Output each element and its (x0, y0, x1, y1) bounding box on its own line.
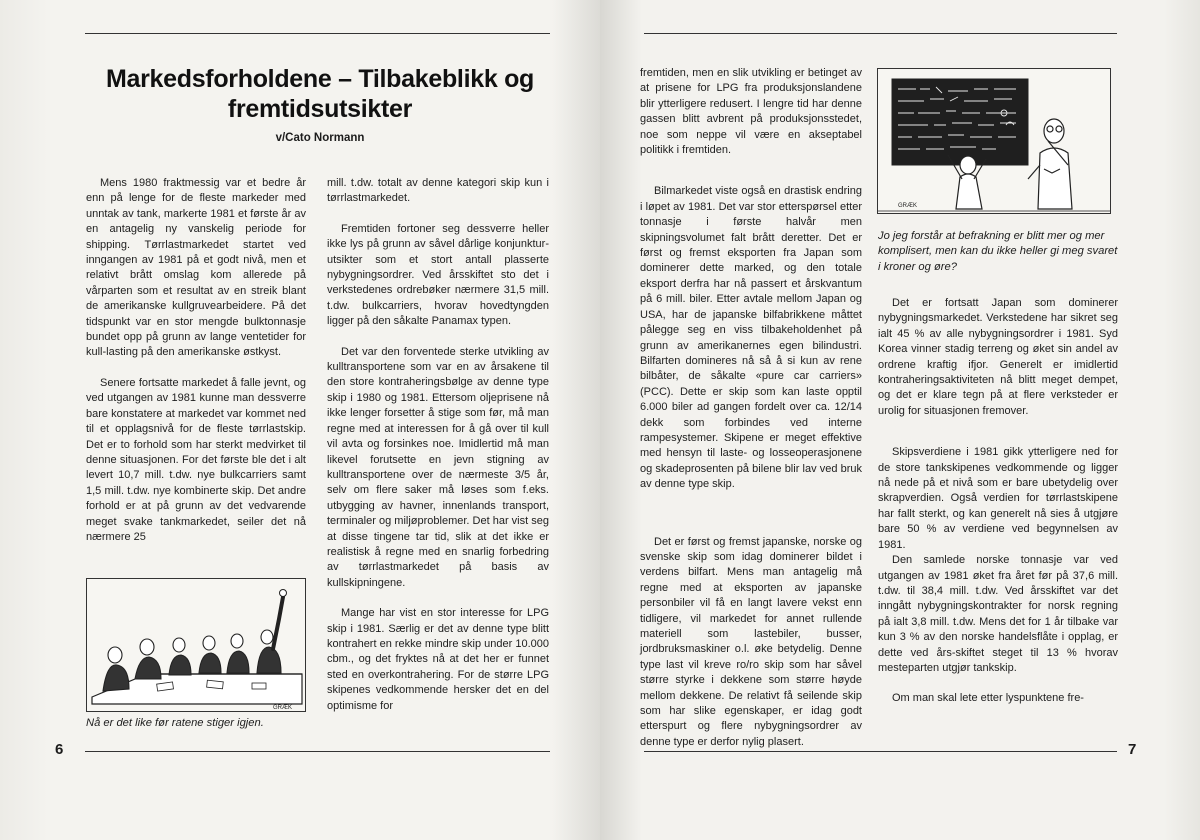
article-title: Markedsforholdene – Tilbakeblikk og fremtidsutsikter (105, 65, 535, 123)
byline: v/Cato Normann (275, 132, 365, 144)
paragraph: Om man skal lete etter lyspunktene fre- (892, 692, 1084, 705)
paragraph: Det er først og fremst japanske, norske og svenske skip som idag dominerer bildet i verdens bilfart. Mens man antagelig må regne med at eksporten av japanske personbiler vil få en langt lavere vekst enn tidligere, vil markedet for annet rullende materiell som lastebiler, busser, jordbruksmaskiner o.l. øke betydelig. Denne type last vil kreve ro/ro skip som har såvel større styrke i dekkene som større høyde mellom dekkene. De relativt få seilende skip som har slike egenskaper, er idag godt etterspurt og flere nybygningsordrer av denne type er derfor nylig plasert. (640, 535, 862, 748)
bottom-rule (644, 751, 1117, 752)
paragraph: Bilmarkedet viste også en drastisk endring i løpet av 1981. Det var stor etterspørsel etter tonnasje i første halvår men skipningsvolumet falt brått deretter. Det er først og fremst eksporten fra Japan som dominerer dette marked, og den totale eksport derfra har nå passert et årskvantum på 6 mill. biler. Etter avtale mellom Japan og USA, har de japanske bilfabrikkene måttet pålegge seg en viss tilbakeholdenhet på grunn av amerikanernes egen bilindustri. Bilfarten domineres nå så å si kun av rene bilbåter, de såkalte «pure car carriers» (PCC). Dette er skip som kan laste opptil 6.000 biler ad gangen fordelt over ca. 12/14 dekk som forbindes ved interne rampesystemer. Skipene er meget effektive med hensyn til laste- og losseoperasjonene og skadeprosenten på bilene blir lav ved bruk av denne type skip. (640, 185, 862, 491)
right-column-1 (640, 66, 862, 765)
paragraph: Mens 1980 fraktmessig var et bedre år enn på lenge for de fleste markeder med unntak av tank, markerte 1981 et første år av en antagelig ny vanskelig periode for shipping. Tørrlastmarkedet startet ved inngangen av 1981 på et godt nivå, men et relativt brått omslag kom allerede på vårparten som et resultat av en streik blant de amerikanske kullgruvearbeidere. På det tidspunkt var en stor mengde bulktonnasje bundet opp på grunn av lange ventetider for kull-lasting på den amerikanske østkyst. (86, 177, 306, 359)
cartoon-caption: Nå er det like før ratene stiger igjen. (86, 717, 264, 729)
bottom-rule (85, 751, 550, 752)
blackboard-illustration (878, 69, 1111, 214)
paragraph: mill. t.dw. totalt av denne kategori skip kun i tørrlastmarkedet. (327, 177, 549, 205)
boardroom-cartoon (86, 578, 306, 712)
boardroom-illustration (87, 579, 306, 712)
page-number: 7 (1128, 741, 1137, 758)
top-rule (85, 33, 550, 34)
page-number: 6 (55, 741, 64, 758)
paragraph: Det var den forventede sterke utvikling av kulltransportene som var en av årsakene til den store kontraheringsbølge av denne type skip i 1980 og 1981. Ettersom oljeprisene nå ikke lenger forsetter å stige som før, må man regne med at interessen for å gå over til kull vil avta og forsinkes noe. Imidlertid må man likevel forutsette en jevn stigning av kulltransportene over de nærmeste 3/5 år, selv om flere saker må løses som f.eks. utbygging av havner, innenlands transport, terminaler og miljøproblemer. Det har vist seg at disse tingene tar tid, slik at det ikke er realistisk å regne med en snarlig forbedring av tørrlastmarkedet på basis av kullskipningene. (327, 345, 549, 589)
right-column-2 (878, 296, 1118, 722)
paragraph: Skipsverdiene i 1981 gikk ytterligere ned for de store tankskipenes vedkommende og ligger nå nede på et nivå som er bare ubetydelig over skrapverdien. Også verdien for tørrlastskipene har fallt sterkt, og kan generelt nå sies å utgjøre bare 50 % av verdiene ved begynnelsen av 1981. (878, 446, 1118, 551)
left-column-2 (327, 176, 549, 729)
left-column-1 (86, 176, 306, 560)
paragraph: Mange har vist en stor interesse for LPG skip i 1981. Særlig er det av denne type blitt kontrahert en rekke mindre skip under 10.000 cbm., og det fryktes nå at det her er funnet sted en overkontrahering. For de større LPG skipenes vedkommende hersker det en del optimisme for (327, 607, 549, 712)
cartoon-caption: Jo jeg forstår at befrakning er blitt mer og mer komplisert, men kan du ikke heller gi meg svaret i kroner og øre? (878, 230, 1118, 273)
paragraph: fremtiden, men en slik utvikling er betinget av at prisene for LPG fra produksjonslandene blir ytterligere redusert. I lengre tid har denne gassen blitt avbrent på produksjonsstedet, noe som neppe vil være en akseptabel politikk i fremtiden. (640, 67, 862, 157)
paragraph: Senere fortsatte markedet å falle jevnt, og ved utgangen av 1981 kunne man dessverre bare konstatere at markedet var kommet ned til et opplagsnivå for de fleste tørrlastskip. Det er to forhold som har sterkt medvirket til denne situasjonen. For det første ble det i alt levert 10,7 mill. t.dw. nye bulkcarriers samt 1,5 mill. t.dw. nye kombinerte skip. Det andre forhold er at på grunn av det vedvarende meget svake tankmarkedet, seiler det nå nærmere 25 (86, 376, 306, 543)
top-rule (644, 33, 1117, 34)
paragraph: Fremtiden fortoner seg dessverre heller ikke lys på grunn av såvel dårlige konjunktur-utsikter som et stort antall plasserte nybygningsordrer. Ved årsskiftet sto det i verkstedenes ordrebøker nærmere 31,5 mill. t.dw. bulkcarriers, hvorav hovedtyngden ligger på den såkalte Panamax typen. (327, 222, 549, 328)
right-page (600, 0, 1200, 840)
blackboard-cartoon (877, 68, 1111, 214)
paragraph: Den samlede norske tonnasje var ved utgangen av 1981 øket fra året før på 37,6 mill. t.dw. til 38,4 mill. t.dw. Ved årsskiftet var det inngått nybygningskontrakter for norsk regning på ialt 3,8 mill. t.dw. Mens det for 1 år tilbake var kun 3 % av den norske handelsflåte i opplag, er dette ved års-skiftet steget til 13 % hvorav mesteparten utgjør tankskip. (878, 554, 1118, 674)
cartoon-signature: GRÆK (273, 705, 293, 711)
paragraph: Det er fortsatt Japan som dominerer nybygningsmarkedet. Verkstedene har sikret seg ialt 45 % av alle nybygningsordrer i 1981. Syd Korea vinner stadig terreng og øket sin andel av ordrene kraftig ifjor. Generelt er imidlertid kontraheringsaktiviteten nå blitt meget dempet, og det er klare tegn på at flere verksteder er urolig for situasjonen fremover. (878, 297, 1118, 417)
cartoon-signature: GRÆK (898, 203, 918, 209)
